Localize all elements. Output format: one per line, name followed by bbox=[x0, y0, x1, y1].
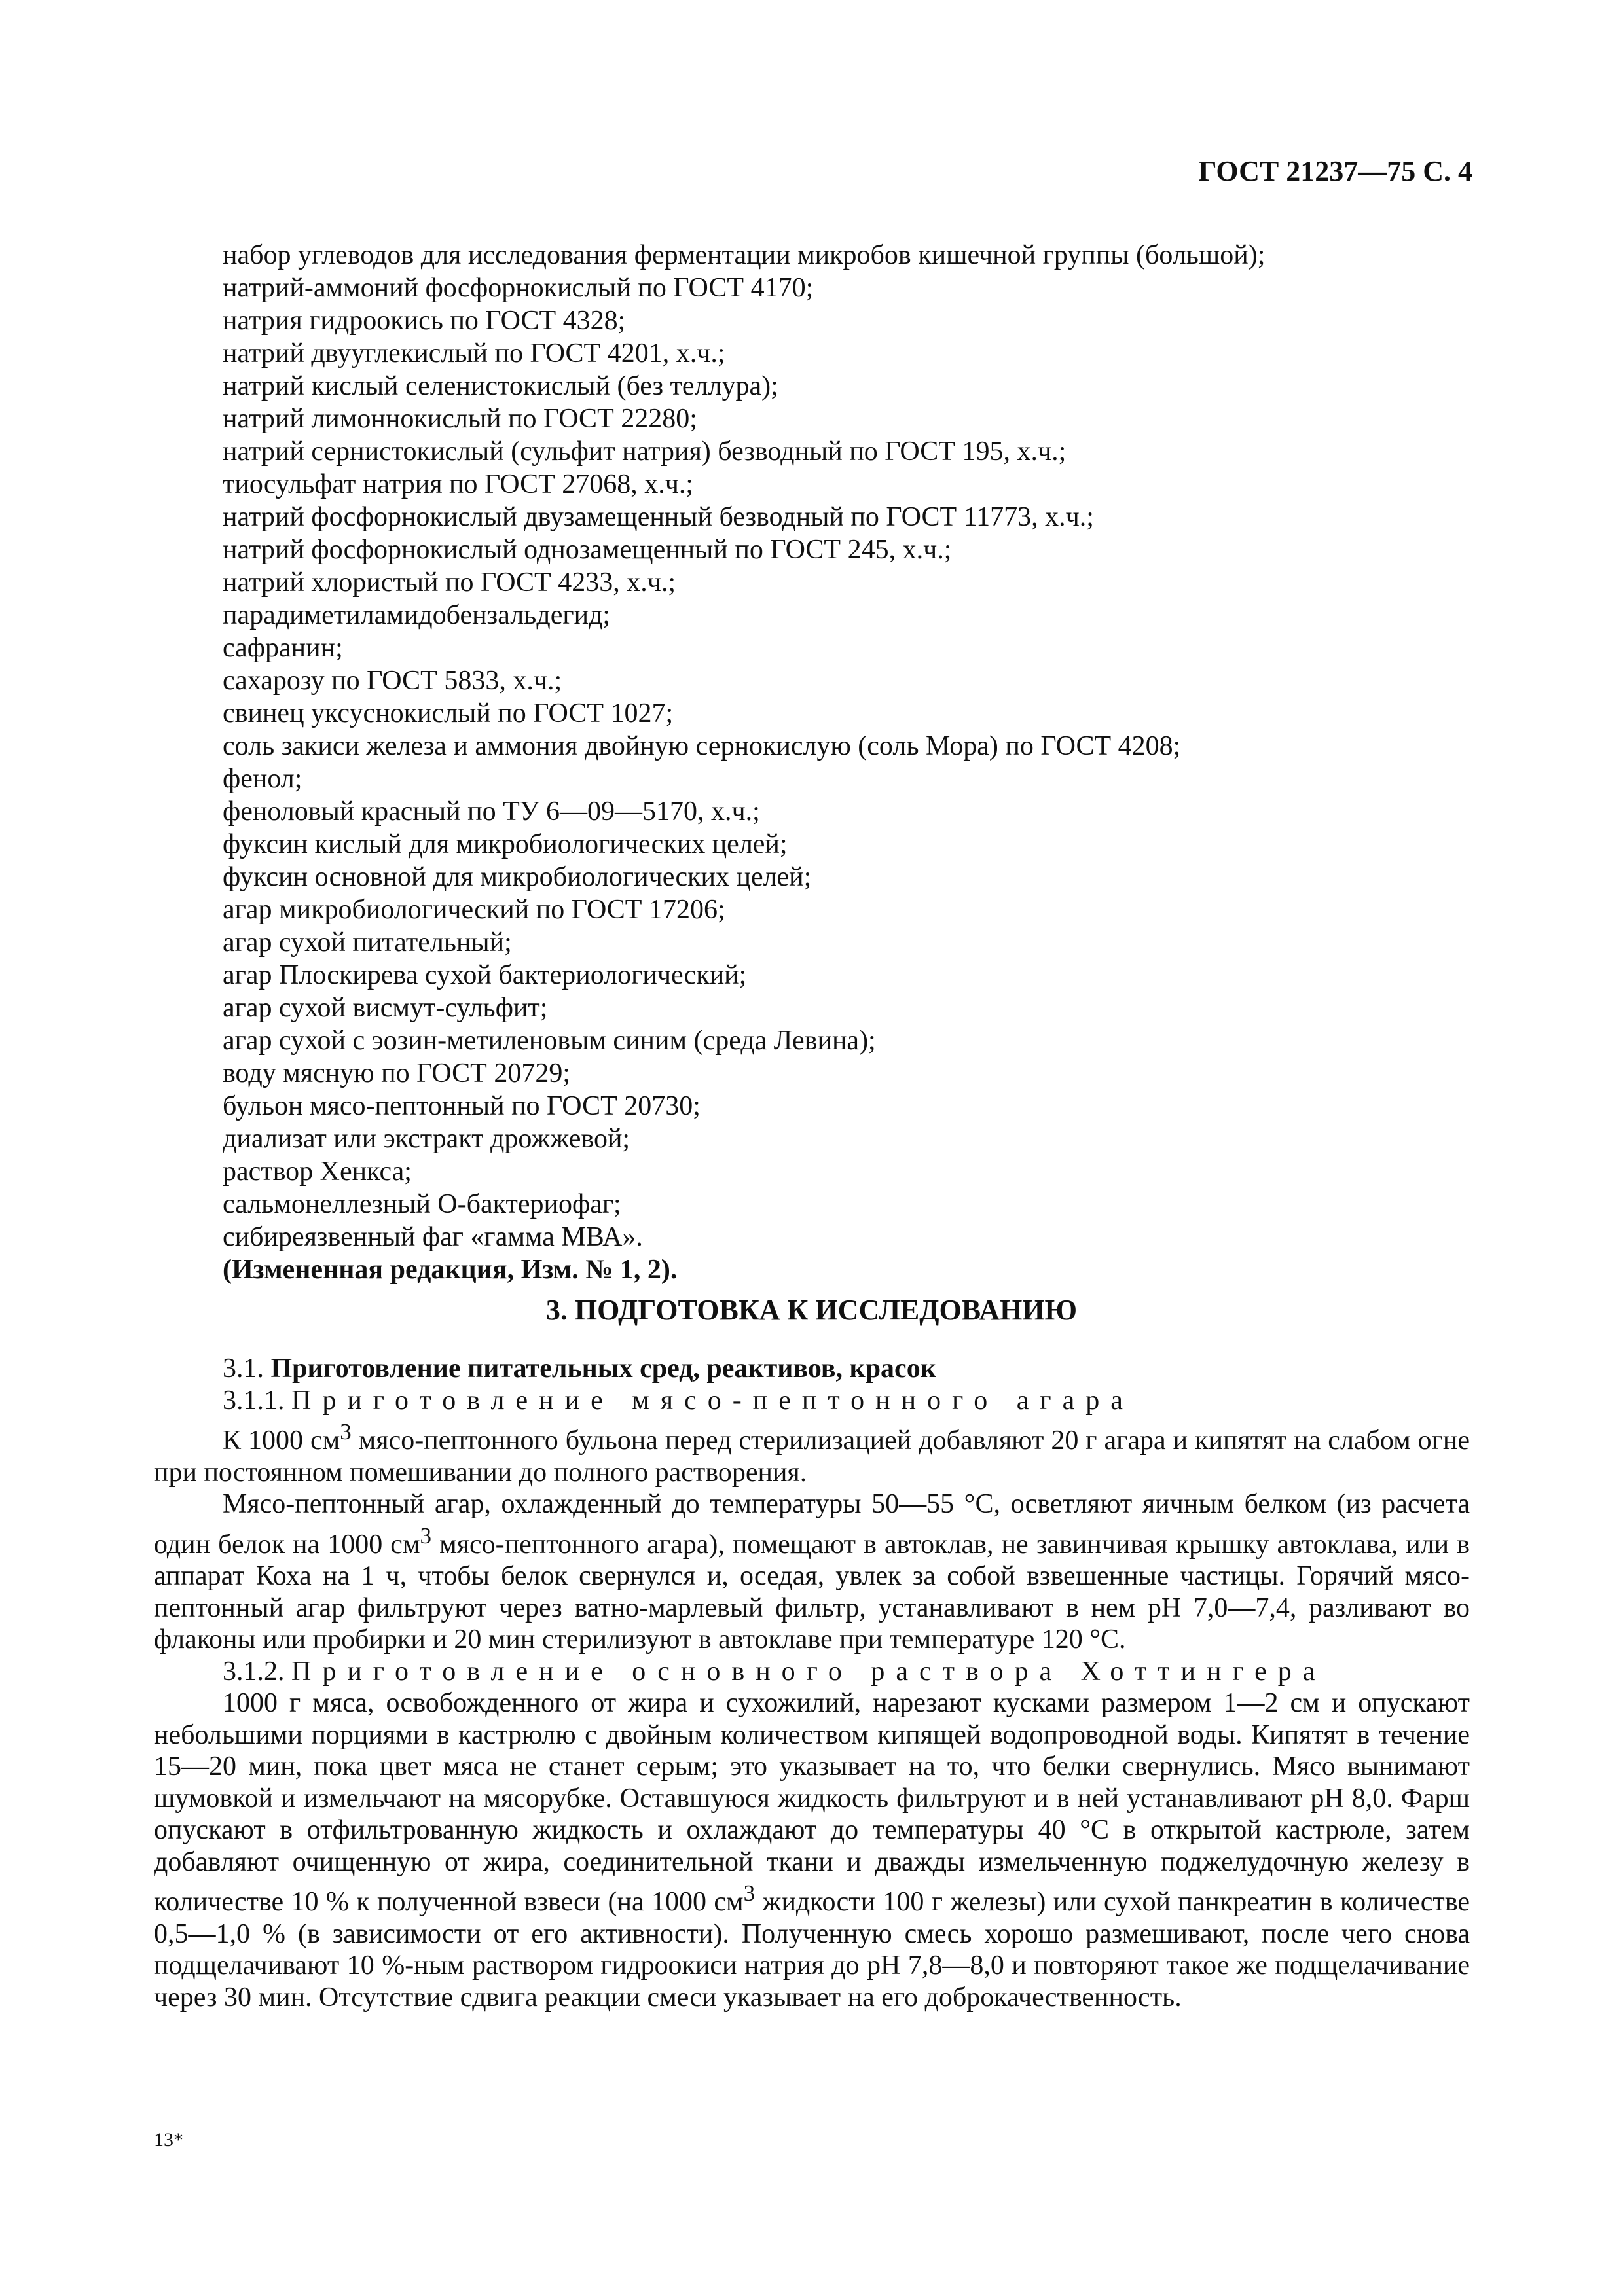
list-item: набор углеводов для исследования ферментации микробов кишечной группы (большой); bbox=[223, 240, 1266, 270]
list-item: натрия гидроокись по ГОСТ 4328; bbox=[223, 306, 626, 336]
page-footer: 13* bbox=[154, 2129, 183, 2151]
subsection-title: Приготовление мясо-пептонного агара bbox=[291, 1385, 1134, 1416]
list-item: агар сухой висмут-сульфит; bbox=[223, 993, 548, 1023]
list-item: тиосульфат натрия по ГОСТ 27068, х.ч.; bbox=[223, 469, 694, 499]
page-header: ГОСТ 21237—75 С. 4 bbox=[1198, 155, 1472, 187]
list-item: фуксин кислый для микробиологических целей; bbox=[223, 829, 788, 859]
list-item: агар сухой с эозин-метиленовым синим (среда Левина); bbox=[223, 1026, 876, 1056]
subsection-3-1-heading bbox=[154, 1353, 1470, 1385]
paragraph bbox=[154, 1416, 1470, 1488]
section-title: 3. ПОДГОТОВКА К ИССЛЕДОВАНИЮ bbox=[545, 1294, 1078, 1326]
list-item: агар Плоскирева сухой бактериологический; bbox=[223, 960, 747, 990]
section-body bbox=[154, 1353, 1470, 2013]
paragraph-text: Мясо-пептонный агар, охлажденный до температуры 50—55 °С, осветляют яичным белком (из расчета один белок на 1000 см bbox=[154, 1489, 1470, 1560]
superscript: 3 bbox=[340, 1419, 352, 1444]
list-item: фуксин основной для микробиологических целей; bbox=[223, 862, 812, 892]
paragraph-text: 1000 г мяса, освобожденного от жира и сухожилий, нарезают кусками размером 1—2 см и опускают небольшими порциями в кастрюлю с двойным количеством кипящей водопроводной воды. Кипятят в течение 15—20 мин, пока цвет мяса не станет серым; это указывает на то, что белки свернулись. Мясо вынимают шумовкой и измельчают на мясорубке. Оставшуюся жидкость фильтруют и в ней устанавливают рН 8,0. Фарш опускают в отфильтрованную жидкость и охлаждают до температуры 40 °С в открытой кастрюле, затем добавляют очищенную от жира, соединительной ткани и дважды измельченную поджелудочную железу в количестве 10 % к полученной взвеси (на 1000 см bbox=[154, 1688, 1470, 1917]
subsection-title: Приготовление питательных сред, реактивов, красок bbox=[270, 1354, 936, 1384]
list-item: свинец уксуснокислый по ГОСТ 1027; bbox=[223, 698, 674, 728]
list-item: сальмонеллезный О-бактериофаг; bbox=[223, 1189, 621, 1219]
list-item: натрий сернистокислый (сульфит натрия) безводный по ГОСТ 195, х.ч.; bbox=[223, 437, 1067, 467]
list-item: бульон мясо-пептонный по ГОСТ 20730; bbox=[223, 1091, 701, 1121]
superscript: 3 bbox=[420, 1522, 432, 1549]
list-item: фенол; bbox=[223, 764, 302, 794]
paragraph-text: мясо-пептонного агара), помещают в автоклав, не завинчивая крышку автоклава, или в аппарат Коха на 1 ч, чтобы белок свернулся и, оседая, увлек за собой взвешенные частицы. Горячий мясо-пептонный агар фильтруют через ватно-марлевый фильтр, устанавливают в нем рН 7,0—7,4, разливают во флаконы или пробирки и 20 мин стерилизуют в автоклаве при температуре 120 °С. bbox=[154, 1529, 1470, 1655]
list-item: натрий-аммоний фосфорнокислый по ГОСТ 4170; bbox=[223, 273, 814, 303]
list-item: агар сухой питательный; bbox=[223, 927, 512, 958]
list-item: натрий двууглекислый по ГОСТ 4201, х.ч.; bbox=[223, 338, 725, 368]
list-item: натрий хлористый по ГОСТ 4233, х.ч.; bbox=[223, 567, 676, 598]
paragraph-text: К 1000 см bbox=[223, 1426, 340, 1456]
paragraph-text: мясо-пептонного бульона перед стерилизацией добавляют 20 г агара и кипятят на слабом огне при постоянном помешивании до полного растворения. bbox=[154, 1426, 1470, 1488]
paragraph bbox=[154, 1488, 1470, 1656]
subsection-number: 3.1. bbox=[223, 1354, 264, 1384]
list-item: натрий лимоннокислый по ГОСТ 22280; bbox=[223, 404, 697, 434]
amendment-note: (Измененная редакция, Изм. № 1, 2). bbox=[223, 1255, 678, 1285]
list-item: сахарозу по ГОСТ 5833, х.ч.; bbox=[223, 666, 562, 696]
paragraph-text: жидкости 100 г железы) или сухой панкреатин в количестве 0,5—1,0 % (в зависимости от его активности). Полученную смесь хорошо размешивают, после чего снова подщелачивают 10 %-ным раствором гидроокиси натрия до рН 7,8—8,0 и повторяют такое же подщелачивание через 30 мин. Отсутствие сдвига реакции смеси указывает на его доброкачественность. bbox=[154, 1887, 1470, 2013]
subsection-3-1-2-heading bbox=[154, 1656, 1470, 1688]
list-item: раствор Хенкса; bbox=[223, 1157, 412, 1187]
list-item: соль закиси железа и аммония двойную сернокислую (соль Мора) по ГОСТ 4208; bbox=[223, 731, 1181, 761]
list-item: воду мясную по ГОСТ 20729; bbox=[223, 1058, 570, 1088]
list-item: сибиреязвенный фаг «гамма МВА». bbox=[223, 1222, 643, 1252]
subsection-title: Приготовление основного раствора Хоттингера bbox=[291, 1656, 1326, 1687]
paragraph bbox=[154, 1687, 1470, 2013]
list-item: натрий фосфорнокислый однозамещенный по ГОСТ 245, х.ч.; bbox=[223, 535, 952, 565]
reagent-list bbox=[223, 239, 1467, 1286]
list-item: натрий кислый селенистокислый (без теллура); bbox=[223, 371, 778, 401]
subsection-number: 3.1.1. bbox=[223, 1385, 285, 1416]
superscript: 3 bbox=[743, 1880, 756, 1906]
list-item: парадиметиламидобензальдегид; bbox=[223, 600, 611, 630]
list-item: феноловый красный по ТУ 6—09—5170, х.ч.; bbox=[223, 797, 760, 827]
list-item: натрий фосфорнокислый двузамещенный безводный по ГОСТ 11773, х.ч.; bbox=[223, 502, 1094, 532]
subsection-3-1-1-heading bbox=[154, 1385, 1470, 1417]
list-item: диализат или экстракт дрожжевой; bbox=[223, 1124, 630, 1154]
list-item: сафранин; bbox=[223, 633, 343, 663]
list-item: агар микробиологический по ГОСТ 17206; bbox=[223, 895, 725, 925]
subsection-number: 3.1.2. bbox=[223, 1656, 285, 1687]
